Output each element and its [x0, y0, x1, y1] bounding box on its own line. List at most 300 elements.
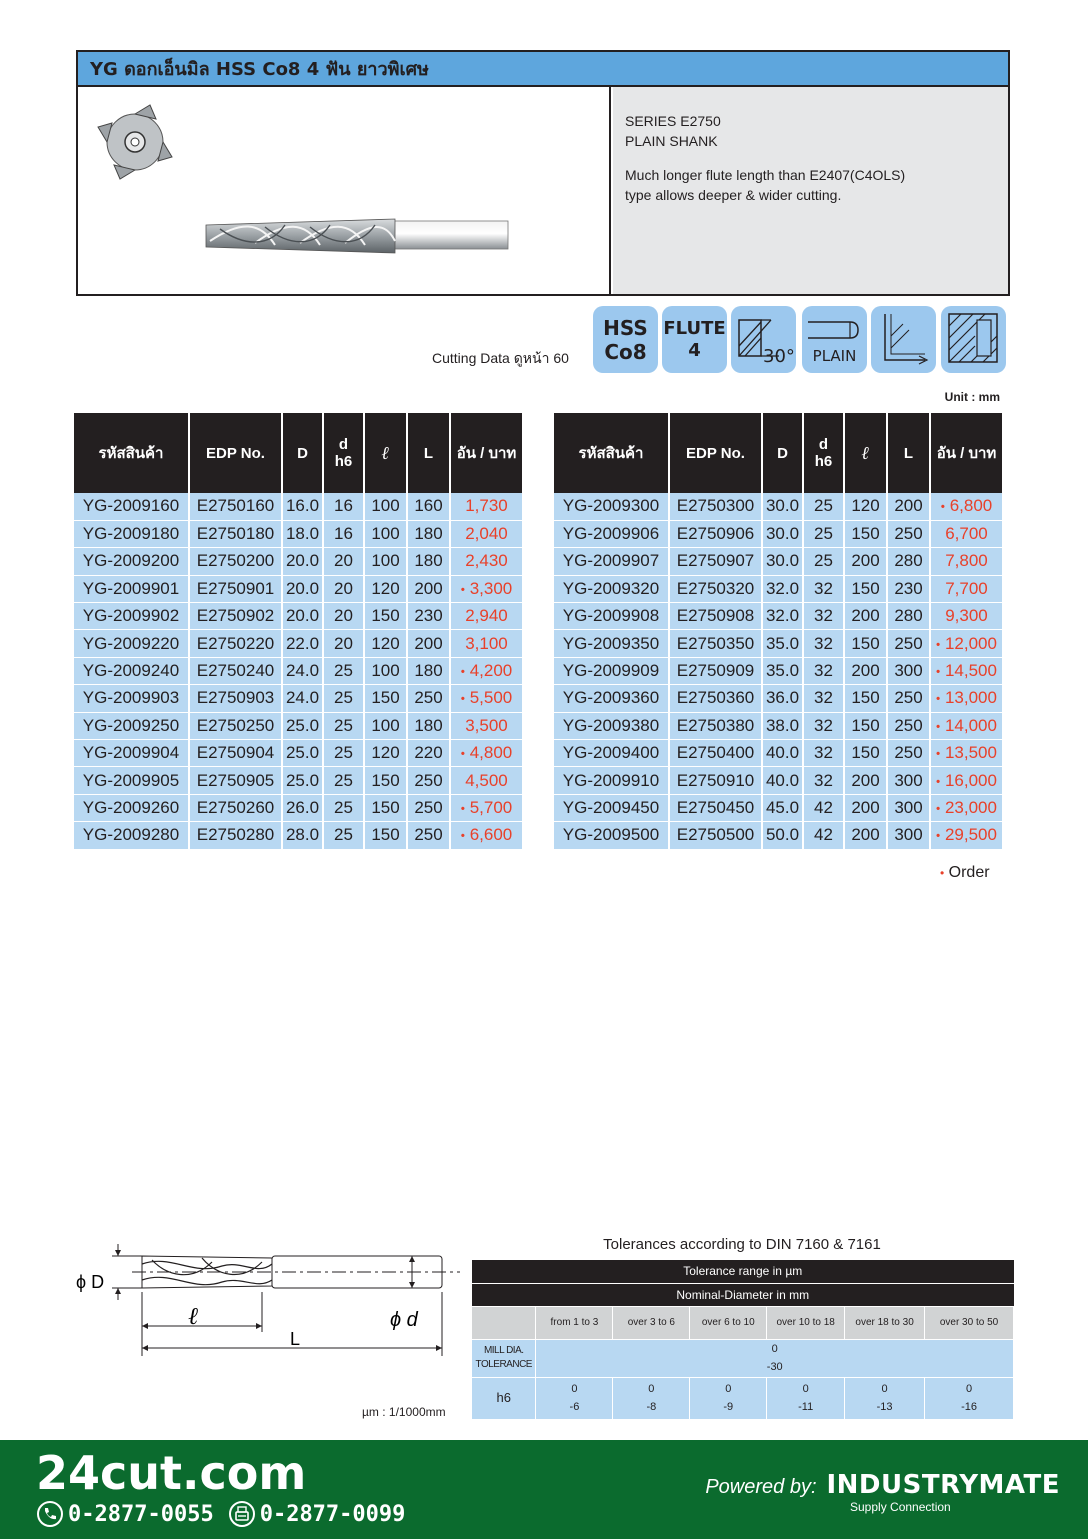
cell-D: 25.0	[282, 712, 323, 739]
cell-d: 20	[323, 603, 364, 630]
cell-edp: E2750450	[669, 794, 762, 821]
cell-L: 180	[407, 548, 450, 575]
table-row	[74, 548, 522, 575]
cell-code: YG-2009903	[74, 685, 189, 712]
h6-value: 0 -6	[536, 1377, 613, 1419]
table-row	[554, 685, 1002, 712]
cell-code: YG-2009250	[74, 712, 189, 739]
description-line-2: type allows deeper & wider cutting.	[625, 187, 842, 203]
cell-d: 25	[323, 740, 364, 767]
cell-l: 100	[364, 657, 407, 684]
drawing-L: L	[290, 1329, 301, 1349]
end-mill-side-view-image	[200, 211, 520, 261]
h6-value: 0 -11	[767, 1377, 845, 1419]
cell-code: YG-2009160	[74, 493, 189, 520]
cell-l: 120	[364, 630, 407, 657]
cell-edp: E2750250	[189, 712, 282, 739]
cell-d: 32	[803, 603, 844, 630]
order-dot-icon: •	[936, 746, 941, 761]
cell-edp: E2750906	[669, 520, 762, 547]
industrymate-logo: INDUSTRYMATE	[826, 1470, 1060, 1500]
cell-L: 300	[887, 794, 930, 821]
cell-D: 16.0	[282, 493, 323, 520]
cell-D: 20.0	[282, 603, 323, 630]
cell-edp: E2750350	[669, 630, 762, 657]
site-name[interactable]: 24cut.com	[36, 1446, 307, 1500]
cell-D: 22.0	[282, 630, 323, 657]
cell-l: 200	[844, 794, 887, 821]
h6-value: 0 -9	[690, 1377, 767, 1419]
cell-l: 100	[364, 548, 407, 575]
cell-l: 150	[364, 822, 407, 849]
slot-cut-badge	[941, 306, 1006, 373]
cell-price	[450, 548, 522, 575]
cell-D: 25.0	[282, 767, 323, 794]
col-edp: EDP No.	[669, 413, 762, 493]
order-legend-label: Order	[948, 864, 990, 881]
cell-L: 250	[407, 767, 450, 794]
cell-price	[450, 630, 522, 657]
table-row	[74, 493, 522, 520]
cell-D: 30.0	[762, 520, 803, 547]
cell-code: YG-2009902	[74, 603, 189, 630]
price-value: 9,300	[945, 606, 988, 626]
cell-code: YG-2009320	[554, 575, 669, 602]
side-cutting-icon	[871, 306, 936, 373]
cell-d: 25	[323, 794, 364, 821]
cell-code: YG-2009400	[554, 740, 669, 767]
price-value: 1,730	[465, 496, 508, 516]
table-row	[74, 603, 522, 630]
cell-code: YG-2009350	[554, 630, 669, 657]
cell-l: 120	[844, 493, 887, 520]
range-col: over 30 to 50	[925, 1306, 1014, 1339]
hss-label: HSS	[603, 316, 648, 340]
cell-d: 32	[803, 712, 844, 739]
cell-d: 42	[803, 822, 844, 849]
col-price: อัน / บาท	[450, 413, 522, 493]
table-row	[554, 740, 1002, 767]
drawing-l: ℓ	[188, 1302, 198, 1330]
order-dot-icon: •	[460, 746, 465, 761]
h6-value: 0 -13	[845, 1377, 925, 1419]
col-L: L	[407, 413, 450, 493]
cell-D: 24.0	[282, 657, 323, 684]
cell-D: 30.0	[762, 493, 803, 520]
price-value: 5,700	[469, 797, 513, 817]
col-price: อัน / บาท	[930, 413, 1002, 493]
cell-d: 16	[323, 520, 364, 547]
cell-edp: E2750500	[669, 822, 762, 849]
cell-l: 150	[844, 685, 887, 712]
cell-price	[930, 740, 1002, 767]
cell-price	[450, 657, 522, 684]
cell-d: 20	[323, 630, 364, 657]
table-row	[554, 767, 1002, 794]
table-row	[74, 712, 522, 739]
plain-shank-badge	[802, 306, 867, 373]
cell-D: 36.0	[762, 685, 803, 712]
range-col: over 6 to 10	[690, 1306, 767, 1339]
col-D: D	[762, 413, 803, 493]
cell-D: 26.0	[282, 794, 323, 821]
tolerance-corner	[472, 1306, 536, 1339]
cell-D: 18.0	[282, 520, 323, 547]
order-dot-icon: •	[460, 828, 465, 843]
phone-number[interactable]: 0-2877-0055	[68, 1501, 214, 1527]
cell-l: 200	[844, 548, 887, 575]
cell-D: 30.0	[762, 548, 803, 575]
cell-price	[450, 493, 522, 520]
price-value: 29,500	[944, 825, 997, 845]
cell-edp: E2750160	[189, 493, 282, 520]
cell-l: 150	[844, 712, 887, 739]
fax-icon	[228, 1500, 256, 1528]
cell-price	[930, 603, 1002, 630]
cell-D: 40.0	[762, 767, 803, 794]
price-value: 4,200	[469, 661, 513, 681]
cell-code: YG-2009360	[554, 685, 669, 712]
cell-d: 32	[803, 657, 844, 684]
tolerance-table	[472, 1260, 1014, 1419]
table-row	[74, 767, 522, 794]
price-value: 5,500	[469, 688, 513, 708]
h6-label: h6	[472, 1377, 536, 1419]
range-col: from 1 to 3	[536, 1306, 613, 1339]
cell-code: YG-2009906	[554, 520, 669, 547]
cell-edp: E2750910	[669, 767, 762, 794]
cell-L: 180	[407, 712, 450, 739]
cell-code: YG-2009907	[554, 548, 669, 575]
price-value: 2,430	[465, 551, 508, 571]
order-dot-icon: •	[936, 801, 941, 816]
cell-D: 38.0	[762, 712, 803, 739]
cell-D: 35.0	[762, 657, 803, 684]
cell-L: 250	[407, 794, 450, 821]
price-value: 6,600	[469, 825, 513, 845]
cell-code: YG-2009909	[554, 657, 669, 684]
col-d-h6: d h6	[323, 413, 364, 493]
price-value: 3,300	[469, 578, 513, 598]
cell-price	[450, 575, 522, 602]
unit-label: Unit : mm	[944, 390, 1000, 404]
cell-l: 150	[364, 794, 407, 821]
cell-L: 250	[407, 685, 450, 712]
table-row	[554, 493, 1002, 520]
micron-note: µm : 1/1000mm	[362, 1405, 446, 1419]
co8-label: Co8	[604, 340, 647, 364]
hss-co8-badge	[593, 306, 658, 373]
cell-edp: E2750320	[669, 575, 762, 602]
range-col: over 10 to 18	[767, 1306, 845, 1339]
price-value: 6,800	[949, 496, 993, 516]
cell-code: YG-2009380	[554, 712, 669, 739]
cell-l: 150	[844, 575, 887, 602]
cell-edp: E2750380	[669, 712, 762, 739]
cell-l: 150	[844, 740, 887, 767]
cell-L: 250	[887, 630, 930, 657]
order-dot-icon: •	[940, 499, 945, 514]
col-l: ℓ	[364, 413, 407, 493]
cell-code: YG-2009240	[74, 657, 189, 684]
price-value: 13,500	[944, 743, 997, 763]
cell-l: 150	[364, 685, 407, 712]
flute-4-badge	[662, 306, 727, 373]
cell-d: 20	[323, 548, 364, 575]
price-value: 14,500	[944, 661, 997, 681]
price-value: 13,000	[944, 688, 997, 708]
price-value: 3,500	[465, 715, 508, 735]
cell-code: YG-2009220	[74, 630, 189, 657]
cell-price	[450, 712, 522, 739]
cell-edp: E2750905	[189, 767, 282, 794]
cell-d: 25	[323, 712, 364, 739]
mill-dia-tolerance-value: 0 -30	[536, 1339, 1014, 1377]
cell-edp: E2750908	[669, 603, 762, 630]
order-dot-icon: •	[460, 664, 465, 679]
tolerance-title: Tolerances according to DIN 7160 & 7161	[603, 1236, 881, 1253]
cell-price	[930, 767, 1002, 794]
helix-angle-badge	[731, 306, 796, 373]
price-value: 7,700	[945, 578, 988, 598]
plain-shank-label: PLAIN	[812, 347, 857, 365]
cell-D: 45.0	[762, 794, 803, 821]
contact-numbers	[36, 1500, 405, 1528]
cell-price	[450, 794, 522, 821]
cell-l: 200	[844, 603, 887, 630]
cell-edp: E2750902	[189, 603, 282, 630]
cell-price	[450, 685, 522, 712]
table-row	[554, 630, 1002, 657]
cell-l: 150	[844, 520, 887, 547]
flute-label: FLUTE	[663, 318, 726, 339]
cell-d: 25	[803, 548, 844, 575]
table-row	[554, 822, 1002, 849]
cell-edp: E2750240	[189, 657, 282, 684]
price-value: 4,500	[465, 770, 508, 790]
cell-L: 250	[887, 685, 930, 712]
order-dot-icon: •	[936, 719, 941, 734]
helix-angle-value: 30°	[763, 346, 795, 367]
table-row	[554, 657, 1002, 684]
cell-D: 32.0	[762, 603, 803, 630]
product-image-area	[78, 87, 611, 294]
cell-edp: E2750400	[669, 740, 762, 767]
cell-L: 160	[407, 493, 450, 520]
price-value: 3,100	[465, 633, 508, 653]
shank-label: PLAIN SHANK	[625, 133, 718, 149]
product-rows-right	[554, 493, 1002, 849]
table-row	[74, 630, 522, 657]
cell-D: 20.0	[282, 548, 323, 575]
flute-count: 4	[688, 340, 701, 361]
product-rows-left	[74, 493, 522, 849]
cutting-data-note: Cutting Data ดูหน้า 60	[432, 350, 569, 366]
cell-price	[450, 740, 522, 767]
drawing-phi-D: ϕ D	[76, 1272, 105, 1292]
cell-code: YG-2009200	[74, 548, 189, 575]
powered-by-label: Powered by:	[705, 1476, 817, 1498]
table-row	[74, 575, 522, 602]
cell-edp: E2750300	[669, 493, 762, 520]
cell-L: 180	[407, 657, 450, 684]
cell-l: 200	[844, 822, 887, 849]
slotting-icon	[941, 306, 1006, 373]
range-col: over 18 to 30	[845, 1306, 925, 1339]
cell-L: 300	[887, 767, 930, 794]
cell-code: YG-2009910	[554, 767, 669, 794]
col-code: รหัสสินค้า	[74, 413, 189, 493]
cell-price	[930, 685, 1002, 712]
table-row	[554, 794, 1002, 821]
cell-price	[930, 712, 1002, 739]
cell-l: 150	[364, 767, 407, 794]
order-legend	[940, 864, 990, 882]
cell-price	[930, 657, 1002, 684]
cell-d: 42	[803, 794, 844, 821]
cell-code: YG-2009904	[74, 740, 189, 767]
end-mill-end-view-image	[90, 95, 180, 185]
cell-price	[930, 575, 1002, 602]
cell-L: 200	[407, 630, 450, 657]
cell-D: 28.0	[282, 822, 323, 849]
price-value: 2,940	[465, 606, 508, 626]
cell-edp: E2750903	[189, 685, 282, 712]
range-col: over 3 to 6	[613, 1306, 690, 1339]
cell-code: YG-2009260	[74, 794, 189, 821]
side-cut-badge	[871, 306, 936, 373]
order-dot-icon: •	[460, 582, 465, 597]
powered-by	[705, 1470, 1060, 1500]
table-row	[554, 603, 1002, 630]
cell-edp: E2750280	[189, 822, 282, 849]
cell-price	[930, 520, 1002, 547]
cell-edp: E2750909	[669, 657, 762, 684]
cell-d: 25	[323, 685, 364, 712]
order-dot-icon: •	[460, 801, 465, 816]
price-value: 2,040	[465, 524, 508, 544]
col-d-h6: d h6	[803, 413, 844, 493]
price-value: 12,000	[944, 633, 997, 653]
cell-D: 24.0	[282, 685, 323, 712]
mill-dia-tolerance-label: MILL DIA. TOLERANCE	[472, 1339, 536, 1377]
order-dot-icon: •	[936, 637, 941, 652]
description-line-1: Much longer flute length than E2407(C4OLS)	[625, 167, 906, 183]
footer-bar	[0, 1440, 1088, 1539]
cell-l: 120	[364, 575, 407, 602]
cell-L: 250	[887, 740, 930, 767]
cell-L: 250	[887, 520, 930, 547]
cell-l: 100	[364, 493, 407, 520]
order-dot-icon: •	[940, 865, 945, 880]
cell-price	[930, 822, 1002, 849]
cell-d: 32	[803, 740, 844, 767]
cell-edp: E2750907	[669, 548, 762, 575]
cell-price	[930, 548, 1002, 575]
nominal-diameter-header: Nominal-Diameter in mm	[472, 1283, 1014, 1306]
cell-L: 230	[887, 575, 930, 602]
cell-edp: E2750904	[189, 740, 282, 767]
cell-price	[930, 630, 1002, 657]
col-edp: EDP No.	[189, 413, 282, 493]
cell-d: 25	[803, 493, 844, 520]
table-row	[74, 740, 522, 767]
price-value: 14,000	[944, 715, 997, 735]
cell-d: 25	[323, 657, 364, 684]
cell-code: YG-2009905	[74, 767, 189, 794]
cell-l: 150	[844, 630, 887, 657]
cell-d: 32	[803, 767, 844, 794]
cell-code: YG-2009300	[554, 493, 669, 520]
col-l: ℓ	[844, 413, 887, 493]
col-D: D	[282, 413, 323, 493]
product-header	[76, 50, 1010, 296]
cell-price	[450, 767, 522, 794]
table-row	[554, 575, 1002, 602]
tolerance-range-header: Tolerance range in µm	[472, 1260, 1014, 1283]
fax-number[interactable]: 0-2877-0099	[259, 1501, 406, 1527]
cell-l: 200	[844, 767, 887, 794]
table-row	[554, 520, 1002, 547]
cell-edp: E2750901	[189, 575, 282, 602]
table-row	[74, 520, 522, 547]
cell-code: YG-2009280	[74, 822, 189, 849]
order-dot-icon: •	[936, 828, 941, 843]
price-value: 23,000	[944, 797, 997, 817]
cell-L: 300	[887, 657, 930, 684]
product-description	[613, 87, 1008, 294]
cell-L: 230	[407, 603, 450, 630]
cell-d: 20	[323, 575, 364, 602]
cell-D: 32.0	[762, 575, 803, 602]
cell-L: 220	[407, 740, 450, 767]
order-dot-icon: •	[460, 691, 465, 706]
cell-price	[450, 520, 522, 547]
cell-edp: E2750220	[189, 630, 282, 657]
cell-l: 150	[364, 603, 407, 630]
cell-D: 50.0	[762, 822, 803, 849]
brand-tagline: Supply Connection	[850, 1500, 951, 1514]
cell-code: YG-2009908	[554, 603, 669, 630]
cell-L: 300	[887, 822, 930, 849]
cell-price	[930, 794, 1002, 821]
drawing-phi-d: ϕ d	[390, 1309, 418, 1331]
phone-icon	[36, 1500, 64, 1528]
cell-code: YG-2009450	[554, 794, 669, 821]
cell-edp: E2750260	[189, 794, 282, 821]
table-row	[554, 548, 1002, 575]
cell-edp: E2750200	[189, 548, 282, 575]
cell-code: YG-2009901	[74, 575, 189, 602]
cell-d: 25	[803, 520, 844, 547]
table-row	[74, 685, 522, 712]
price-value: 4,800	[469, 743, 513, 763]
cell-edp: E2750360	[669, 685, 762, 712]
cell-l: 100	[364, 712, 407, 739]
cell-code: YG-2009500	[554, 822, 669, 849]
cell-d: 25	[323, 767, 364, 794]
order-dot-icon: •	[936, 664, 941, 679]
cell-d: 16	[323, 493, 364, 520]
price-value: 7,800	[945, 551, 988, 571]
col-code: รหัสสินค้า	[554, 413, 669, 493]
h6-value: 0 -8	[613, 1377, 690, 1419]
cell-l: 100	[364, 520, 407, 547]
cell-l: 200	[844, 657, 887, 684]
cell-D: 35.0	[762, 630, 803, 657]
series-label: SERIES E2750	[625, 113, 721, 129]
cell-L: 280	[887, 603, 930, 630]
